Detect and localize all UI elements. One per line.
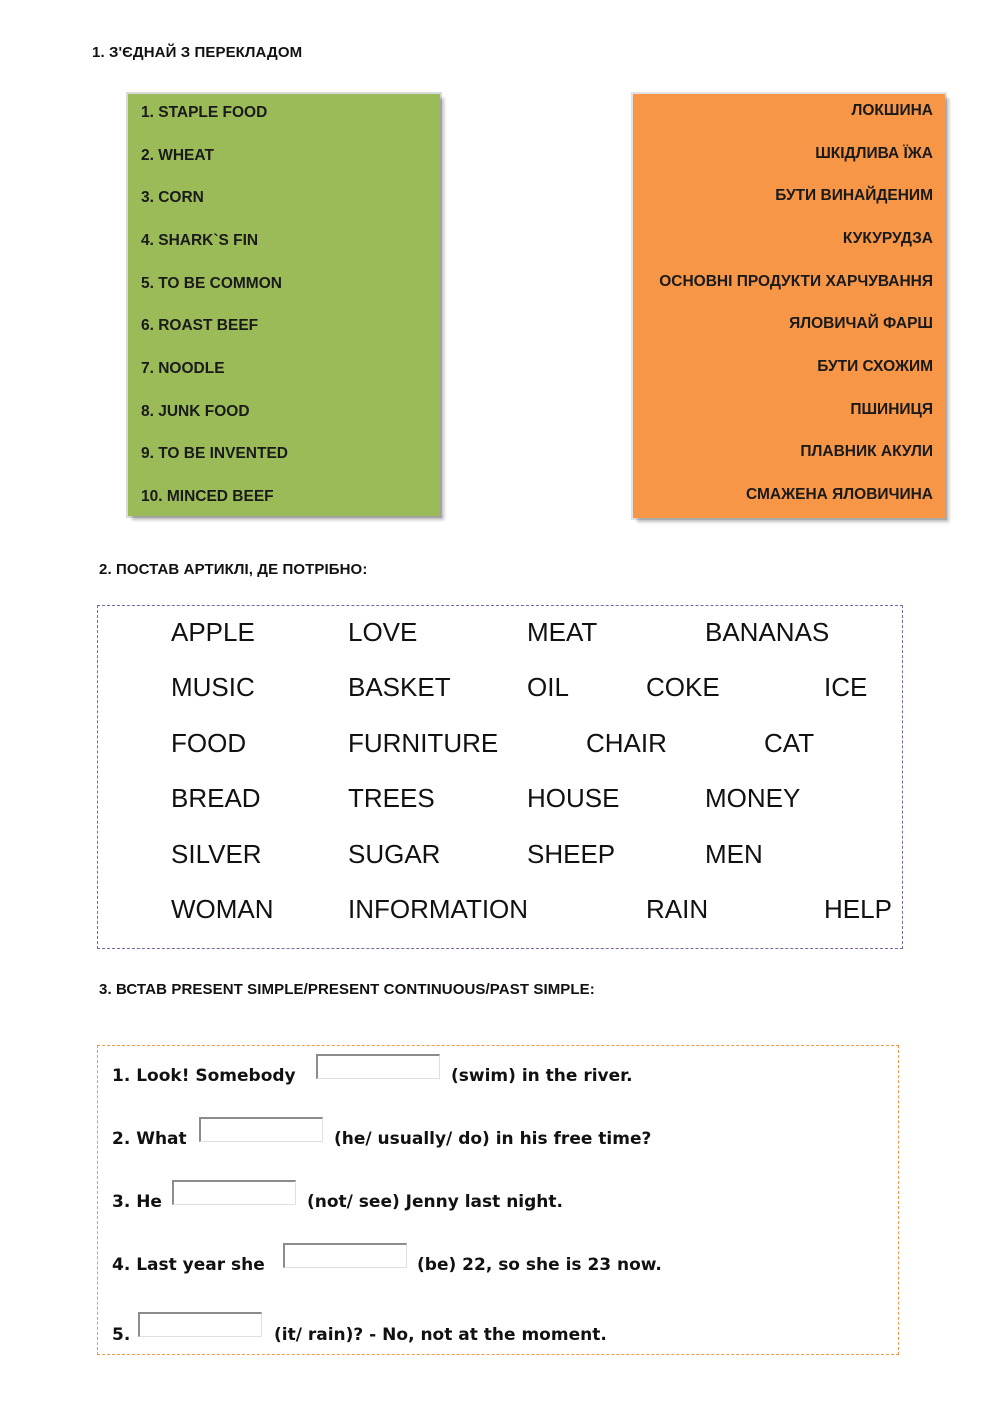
- article-word: SHEEP: [527, 839, 616, 869]
- ukrainian-term: ЯЛОВИЧАЙ ФАРШ: [789, 315, 933, 332]
- english-term: 10. MINCED BEEF: [141, 488, 274, 505]
- ukrainian-term: ПЛАВНИК АКУЛИ: [800, 443, 933, 460]
- article-word: SUGAR: [348, 839, 441, 869]
- article-word: MONEY: [705, 783, 801, 813]
- ukrainian-term: СМАЖЕНА ЯЛОВИЧИНА: [746, 486, 933, 503]
- ukrainian-term: БУТИ ВИНАЙДЕНИМ: [775, 187, 933, 204]
- article-word: BREAD: [171, 783, 261, 813]
- sentence-1-start: 1. Look! Somebody: [112, 1066, 296, 1086]
- article-word: MEAT: [527, 617, 598, 647]
- article-word: HELP: [824, 894, 892, 924]
- english-term: 4. SHARK`S FIN: [141, 232, 259, 249]
- article-word: LOVE: [348, 617, 418, 647]
- article-word: FOOD: [171, 728, 247, 758]
- article-word: CHAIR: [586, 728, 667, 758]
- answer-blank-4[interactable]: [283, 1243, 407, 1268]
- english-term: 3. CORN: [141, 189, 204, 206]
- sentence-4-start: 4. Last year she: [112, 1255, 265, 1275]
- sentence-3-start: 3. He: [112, 1192, 162, 1212]
- article-word: CAT: [764, 728, 815, 758]
- section3-heading: 3. ВСТАВ PRESENT SIMPLE/PRESENT CONTINUOUS/PAST SIMPLE:: [99, 981, 595, 998]
- sentence-5-end: (it/ rain)? - No, not at the moment.: [274, 1325, 607, 1345]
- article-word: MUSIC: [171, 672, 255, 702]
- article-word: APPLE: [171, 617, 255, 647]
- article-word: BASKET: [348, 672, 451, 702]
- section2-heading: 2. ПОСТАВ АРТИКЛІ, ДЕ ПОТРІБНО:: [99, 561, 368, 578]
- sentence-4-end: (be) 22, so she is 23 now.: [417, 1255, 662, 1275]
- article-word: WOMAN: [171, 894, 274, 924]
- article-word: HOUSE: [527, 783, 620, 813]
- ukrainian-term: ОСНОВНІ ПРОДУКТИ ХАРЧУВАННЯ: [659, 273, 933, 290]
- article-word: OIL: [527, 672, 569, 702]
- sentence-3-end: (not/ see) Jenny last night.: [307, 1192, 563, 1212]
- ukrainian-term: КУКУРУДЗА: [842, 230, 933, 247]
- ukrainian-term: БУТИ СХОЖИМ: [817, 358, 933, 375]
- section1-heading: 1. З'ЄДНАЙ З ПЕРЕКЛАДОМ: [92, 44, 303, 61]
- english-term: 8. JUNK FOOD: [141, 403, 250, 420]
- sentence-1-end: (swim) in the river.: [451, 1066, 633, 1086]
- english-term: 6. ROAST BEEF: [141, 317, 259, 334]
- article-word: BANANAS: [705, 617, 830, 647]
- answer-blank-1[interactable]: [316, 1054, 440, 1079]
- answer-blank-3[interactable]: [172, 1180, 296, 1205]
- article-word: TREES: [348, 783, 435, 813]
- article-word: ICE: [824, 672, 868, 702]
- english-terms-box: [128, 94, 440, 516]
- sentence-5-start: 5.: [112, 1325, 131, 1345]
- ukrainian-term: ЛОКШИНА: [851, 102, 933, 119]
- english-term: 7. NOODLE: [141, 360, 225, 377]
- english-term: 2. WHEAT: [141, 147, 214, 164]
- sentence-2-start: 2. What: [112, 1129, 187, 1149]
- article-word: RAIN: [646, 894, 709, 924]
- ukrainian-term: ШКІДЛИВА ЇЖА: [815, 145, 933, 162]
- english-term: 1. STAPLE FOOD: [141, 104, 268, 121]
- answer-blank-5[interactable]: [138, 1312, 262, 1337]
- article-word: MEN: [705, 839, 763, 869]
- english-term: 9. TO BE INVENTED: [141, 445, 288, 462]
- article-word: SILVER: [171, 839, 262, 869]
- article-word: FURNITURE: [348, 728, 499, 758]
- sentence-2-end: (he/ usually/ do) in his free time?: [334, 1129, 652, 1149]
- article-word: COKE: [646, 672, 720, 702]
- ukrainian-translations-box: [633, 94, 945, 518]
- ukrainian-term: ПШИНИЦЯ: [850, 401, 933, 418]
- answer-blank-2[interactable]: [199, 1117, 323, 1142]
- english-term: 5. TO BE COMMON: [141, 275, 282, 292]
- article-word: INFORMATION: [348, 894, 529, 924]
